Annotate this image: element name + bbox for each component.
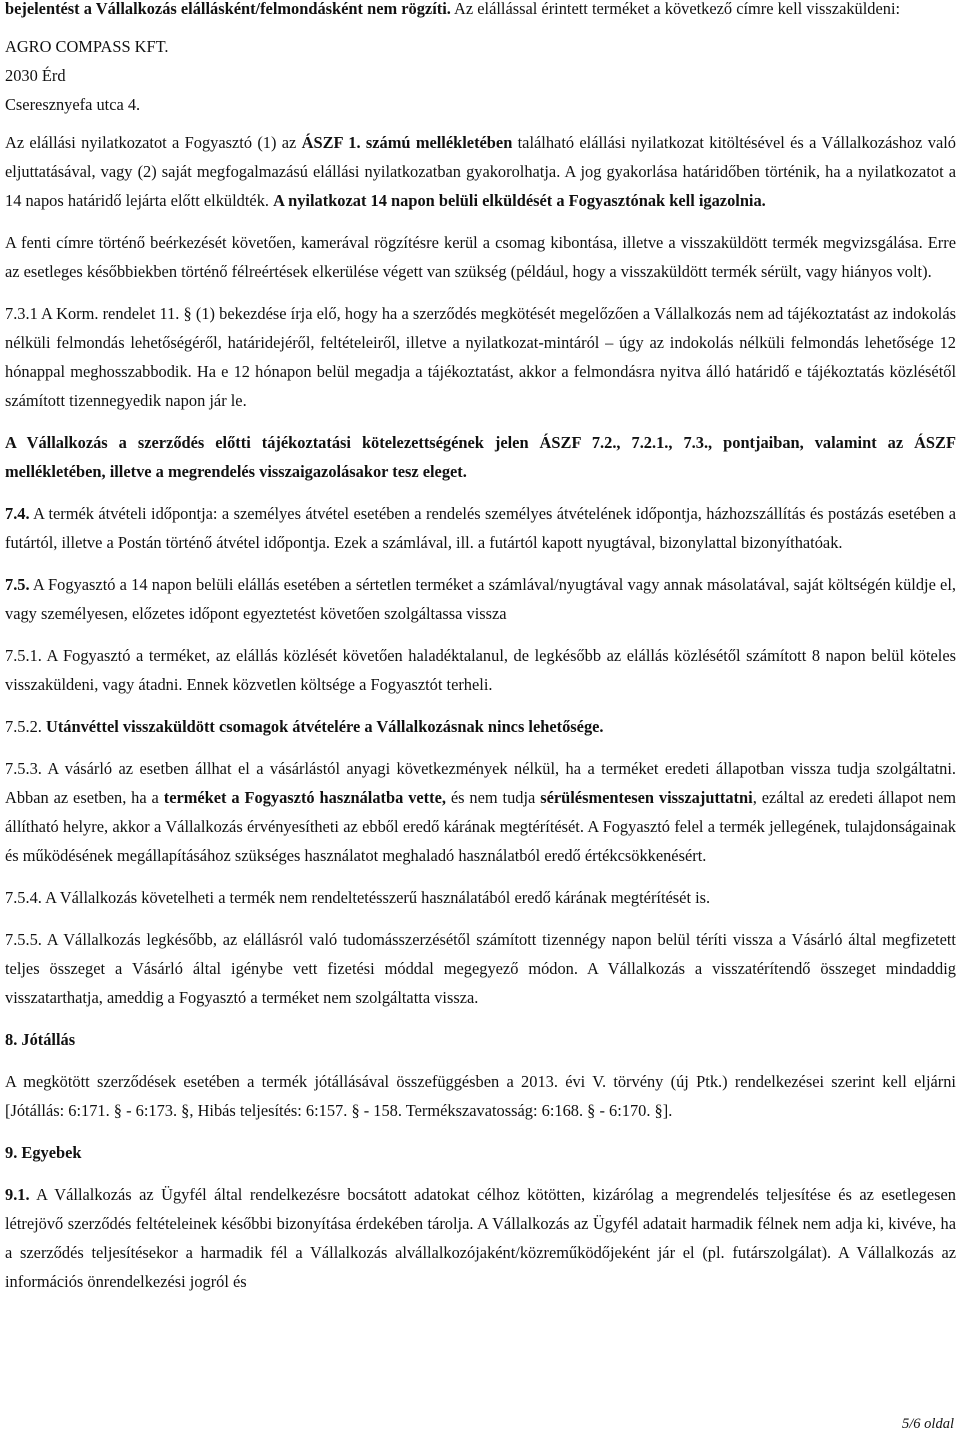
withdrawal-paragraph	[5, 128, 956, 215]
section-7-5-3	[5, 754, 956, 870]
address-street: Cseresznyefa utca 4.	[5, 95, 141, 114]
section-7-5-2-bold: Utánvéttel visszaküldött csomagok átvételére a Vállalkozásnak nincs lehetősége.	[45, 717, 604, 736]
section-7-5-2	[5, 712, 956, 741]
return-address	[5, 32, 956, 119]
address-city: 2030 Érd	[5, 66, 66, 85]
page-number: 5/6 oldal	[902, 1416, 954, 1432]
section-9-heading: 9. Egyebek	[5, 1143, 82, 1162]
section-7-5	[5, 570, 956, 628]
section-7-5-4: 7.5.4. A Vállalkozás követelheti a termék nem rendeltetésszerű használatából eredő kárának megtérítését is.	[5, 888, 711, 907]
intro-text: Az elállással érintett terméket a következő címre kell visszaküldeni:	[450, 0, 901, 18]
section-8-heading: 8. Jótállás	[5, 1030, 76, 1049]
section-7-5-3-bold-2: sérülésmentesen visszajuttatni	[540, 788, 753, 807]
section-7-5-number: 7.5.	[5, 575, 30, 594]
section-7-3-1: 7.3.1 A Korm. rendelet 11. § (1) bekezdése írja elő, hogy ha a szerződés megkötését megelőzően a Vállalkozás nem ad tájékoztatást az indokolás nélküli felmondás lehetőségéről, határidejéről, feltételeiről, illetve a nyilatkozat-mintáról – úgy az indokolás nélküli felmondás lehetősége 12 hónappal meghosszabbodik. Ha e 12 hónapon belül megadja a tájékoztatást, akkor a felmondásra nyitva álló határidő e tájékoztatás közlésétől számított tizennegyedik napon jár le.	[5, 304, 956, 410]
section-7-4-number: 7.4.	[5, 504, 30, 523]
section-7-5-2-number: 7.5.2.	[5, 717, 46, 736]
camera-paragraph: A fenti címre történő beérkezését követően, kamerával rögzítésre kerül a csomag kibontása, illetve a visszaküldött termék megvizsgálása. Erre az esetleges későbbiekben történő félreértések elkerülése végett van szükség (például, hogy a visszaküldött termék sérült, vagy hiányos volt).	[5, 233, 956, 281]
address-company: AGRO COMPASS KFT.	[5, 37, 169, 56]
obligation-paragraph: A Vállalkozás a szerződés előtti tájékoztatási kötelezettségének jelen ÁSZF 7.2., 7.2.1., 7.3., pontjaiban, valamint az ÁSZF mellékletében, illetve a megrendelés visszaigazolásakor tesz eleget.	[5, 433, 956, 481]
section-7-5-3-text-2: és nem tudja	[445, 788, 541, 807]
section-7-5-5: 7.5.5. A Vállalkozás legkésőbb, az elállásról való tudomásszerzésétől számított tizennégy napon belül téríti vissza a Vásárló által megfizetett teljes összeget a Vásárló által igénybe vett fizetési móddal megegyező módon. A Vállalkozás a visszatérítendő összeget mindaddig visszatarthatja, ameddig a Fogyasztó a terméket nem szolgáltatta vissza.	[5, 930, 956, 1007]
section-9-1	[5, 1180, 956, 1296]
intro-bold: bejelentést a Vállalkozás elállásként/felmondásként nem rögzíti.	[5, 0, 451, 18]
withdrawal-bold-1: ÁSZF 1. számú mellékletében	[301, 133, 513, 152]
section-9-1-text: A Vállalkozás az Ügyfél által rendelkezésre bocsátott adatokat célhoz kötötten, kizárólag a megrendelés teljesítése és az esetlegesen létrejövő szerződés feltételeinek későbbi bizonyítása érdekében tárolja. A Vállalkozás az Ügyfél adatait harmadik félnek nem adja ki, kivéve, ha a szerződés teljesítésekor a harmadik fél a Vállalkozás alvállalkozójaként/közreműködőjeként jár el (pl. futárszolgálat). A Vállalkozás az információs önrendelkezési jogról és	[5, 1185, 956, 1291]
section-7-4-text: A termék átvételi időpontja: a személyes átvétel esetében a rendelés személyes átvételének időpontja, házhozszállítás és postázás esetében a futártól, illetve a Postán történő átvétel időpontja. Ezek a számlával, ill. a futártól kapott nyugtával, bizonylattal bizonyíthatóak.	[5, 504, 956, 552]
section-7-5-3-bold-1: terméket a Fogyasztó használatba vette,	[163, 788, 446, 807]
section-7-5-3-text-3: , ezáltal az eredeti állapot nem állítható helyre, akkor a Vállalkozás érvényesítheti az ebből eredő kárának megtérítését. A Fogyasztó felel a termék jellegének, tulajdonságainak és működésének megállapításához szükséges használatot meghaladó használatból eredő értékcsökkenésért.	[5, 788, 957, 865]
withdrawal-text-2: található elállási nyilatkozat kitöltésével és a Vállalkozáshoz való eljuttatásával, vagy (2) saját megfogalmazású elállási nyilatkozatban gyakorolhatja. A jog gyakorlása határidőben történik, ha a nyilatkozatot a 14 napos határidő lejárta előtt elküldték.	[5, 133, 956, 210]
section-8-text: A megkötött szerződések esetében a termék jótállásával összefüggésben a 2013. évi V. törvény (új Ptk.) rendelkezései szerint kell eljárni [Jótállás: 6:171. § - 6:173. §, Hibás teljesítés: 6:157. § - 158. Termékszavatosság: 6:168. § - 6:170. §].	[5, 1072, 956, 1120]
section-7-4	[5, 499, 956, 557]
section-7-5-3-text-1: 7.5.3. A vásárló az esetben állhat el a vásárlástól anyagi következmények nélkül, ha a terméket eredeti állapotban vissza tudja szolgáltatni. Abban az esetben, ha a	[5, 759, 956, 807]
section-7-5-1: 7.5.1. A Fogyasztó a terméket, az elállás közlését követően haladéktalanul, de legkésőbb az elállás közlésétől számított 8 napon belül köteles visszaküldeni, vagy átadni. Ennek közvetlen költsége a Fogyasztót terheli.	[5, 646, 956, 694]
withdrawal-bold-2: A nyilatkozat 14 napon belüli elküldését a Fogyasztónak kell igazolnia.	[273, 191, 766, 210]
section-7-5-text: A Fogyasztó a 14 napon belüli elállás esetében a sértetlen terméket a számlával/nyugtával vagy annak másolatával, saját költségén küldje el, vagy személyesen, előzetes időpont egyeztetést követően szolgáltassa vissza	[5, 575, 956, 623]
intro-paragraph	[5, 0, 956, 23]
withdrawal-text-1: Az elállási nyilatkozatot a Fogyasztó (1) az	[5, 133, 302, 152]
section-9-1-number: 9.1.	[5, 1185, 30, 1204]
